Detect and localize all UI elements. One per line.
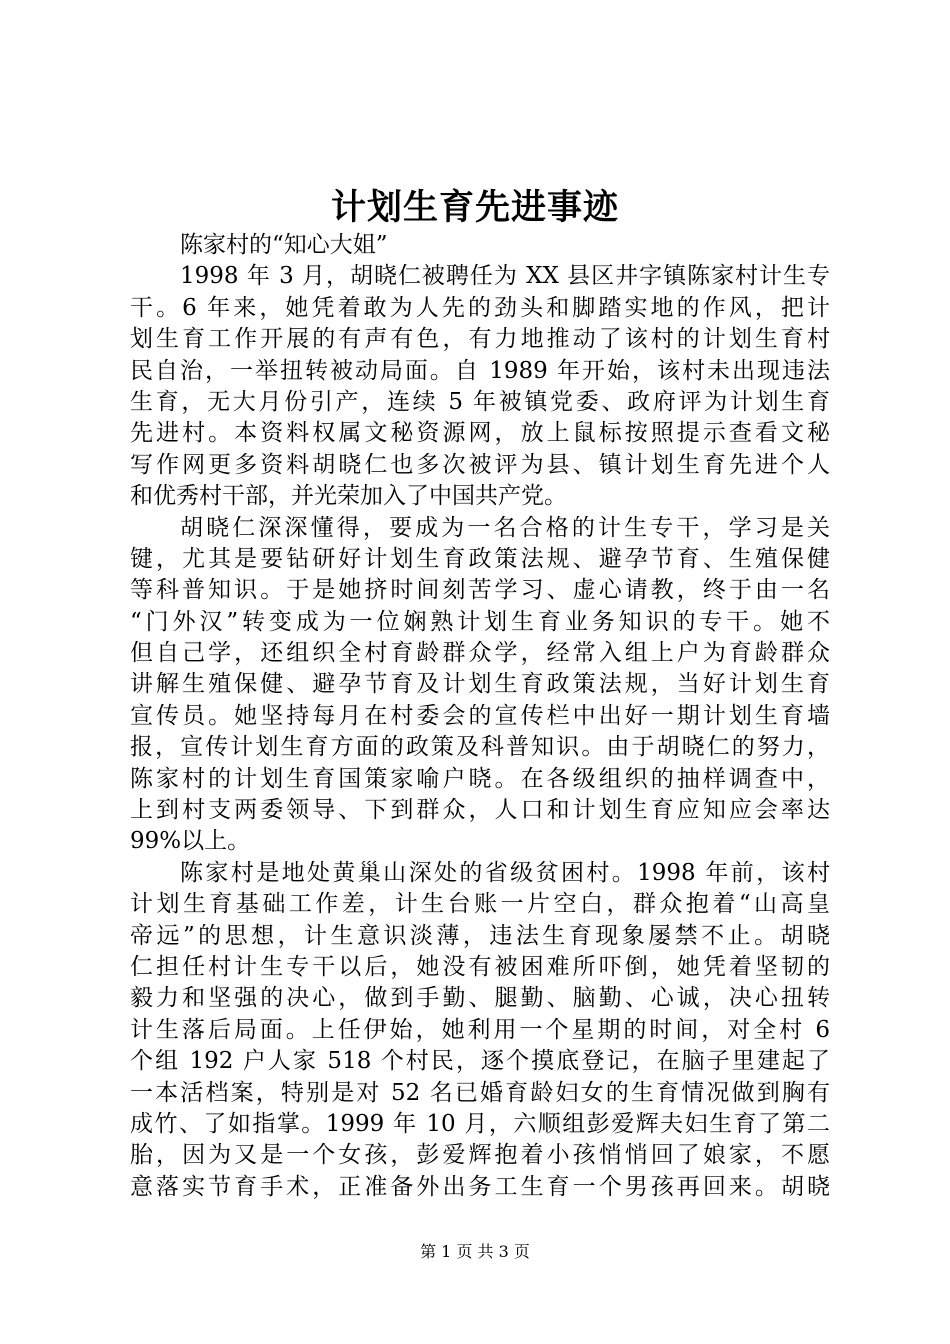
text-line: 1998 年 3 月，胡晓仁被聘任为 XX 县区井字镇陈家村计生专 [180, 263, 830, 290]
text-line: 等科普知识。于是她挤时间刻苦学习、虚心请教，终于由一名 [130, 577, 830, 604]
text-line: 陈家村的“知心大姐” [180, 232, 388, 258]
text-line: 陈家村的计划生育国策家喻户晓。在各级组织的抽样调查中， [130, 765, 830, 792]
text-line: 帝远”的思想，计生意识淡薄，违法生育现象屡禁不止。胡晓 [130, 922, 830, 949]
text-line: 写作网更多资料胡晓仁也多次被评为县、镇计划生育先进个人 [130, 451, 830, 478]
text-line: 宣传员。她坚持每月在村委会的宣传栏中出好一期计划生育墙 [130, 702, 830, 729]
text-line: 陈家村是地处黄巢山深处的省级贫困村。1998 年前，该村 [180, 859, 830, 886]
text-line: 个组 192 户人家 518 个村民，逐个摸底登记，在脑子里建起了 [130, 1048, 830, 1075]
text-line: 键，尤其是要钻研好计划生育政策法规、避孕节育、生殖保健 [130, 545, 830, 572]
text-line: “门外汉”转变成为一位娴熟计划生育业务知识的专干。她不 [130, 608, 830, 635]
text-line: 计生落后局面。上任伊始，她利用一个星期的时间，对全村 6 [130, 1016, 830, 1043]
text-line: 报，宣传计划生育方面的政策及科普知识。由于胡晓仁的努力， [130, 734, 830, 761]
text-line: 民自治，一举扭转被动局面。自 1989 年开始，该村未出现违法 [130, 357, 830, 384]
text-line: 上到村支两委领导、下到群众，人口和计划生育应知应会率达 [130, 797, 830, 824]
text-line: 胎，因为又是一个女孩，彭爱辉抱着小孩悄悄回了娘家，不愿 [130, 1142, 830, 1169]
text-line: 先进村。本资料权属文秘资源网，放上鼠标按照提示查看文秘 [130, 420, 830, 447]
text-line: 意落实节育手术，正准备外出务工生育一个男孩再回来。胡晓 [130, 1173, 830, 1200]
text-line: 一本活档案，特别是对 52 名已婚育龄妇女的生育情况做到胸有 [130, 1079, 830, 1106]
text-line: 计划生育基础工作差，计生台账一片空白，群众抱着“山高皇 [130, 891, 830, 918]
text-line: 干。6 年来，她凭着敢为人先的劲头和脚踏实地的作风，把计 [130, 294, 830, 321]
text-line: 和优秀村干部，并光荣加入了中国共产党。 [130, 483, 567, 510]
text-line: 成竹、了如指掌。1999 年 10 月，六顺组彭爱辉夫妇生育了第二 [130, 1110, 830, 1137]
page-footer: 第 1 页 共 3 页 [420, 1242, 530, 1261]
text-line: 仁担任村计生专干以后，她没有被困难所吓倒，她凭着坚韧的 [130, 953, 830, 980]
text-line: 生育，无大月份引产，连续 5 年被镇党委、政府评为计划生育 [130, 388, 830, 415]
text-line: 划生育工作开展的有声有色，有力地推动了该村的计划生育村 [130, 326, 830, 353]
text-line: 毅力和坚强的决心，做到手勤、腿勤、脑勤、心诚，决心扭转 [130, 985, 830, 1012]
text-line: 但自己学，还组织全村育龄群众学，经常入组上户为育龄群众 [130, 640, 830, 667]
page-title: 计划生育先进事迹 [330, 187, 619, 228]
text-line: 胡晓仁深深懂得，要成为一名合格的计生专干，学习是关 [180, 514, 830, 541]
text-line: 99%以上。 [130, 828, 251, 855]
document-body [130, 230, 830, 1203]
text-line: 讲解生殖保健、避孕节育及计划生育政策法规，当好计划生育 [130, 671, 830, 698]
